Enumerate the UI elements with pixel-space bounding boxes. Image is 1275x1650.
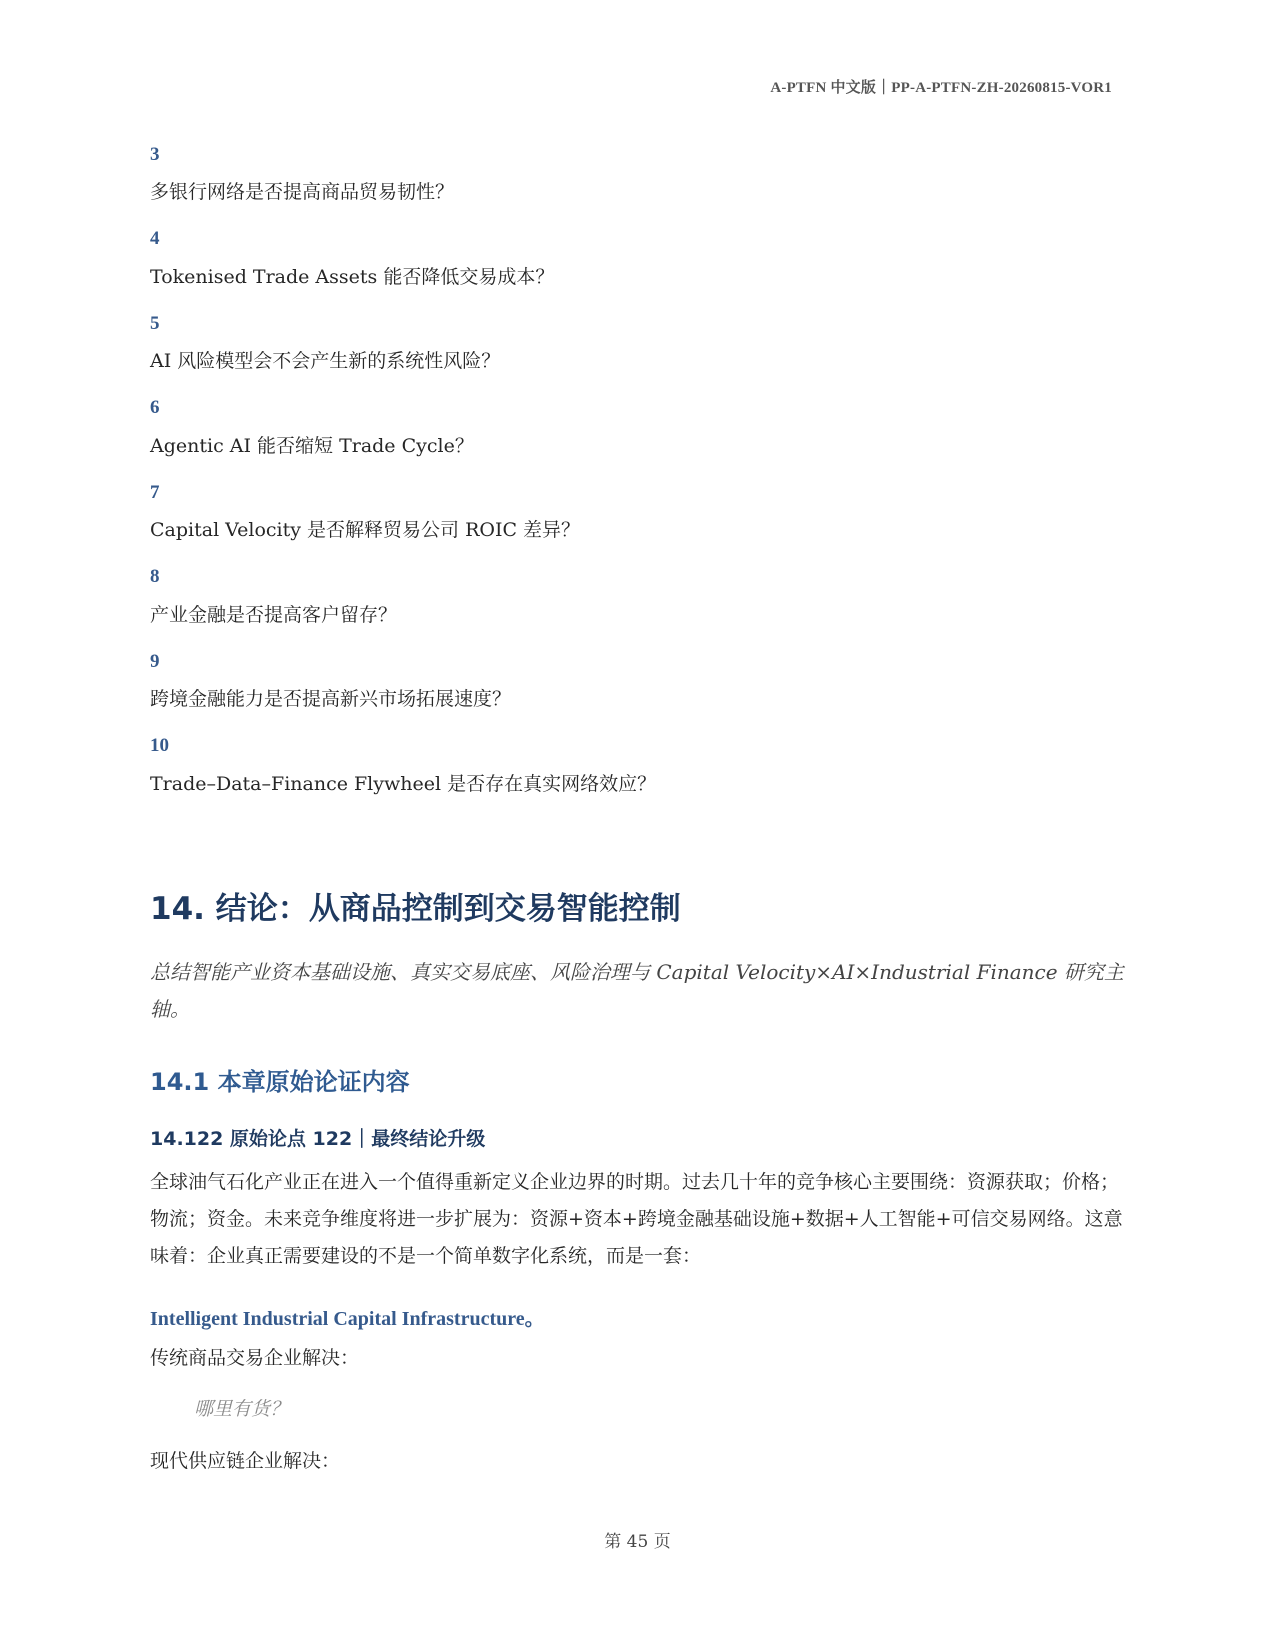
- body-line-modern: 现代供应链企业解决：: [150, 1450, 341, 1472]
- question-number: 4: [150, 228, 160, 249]
- question-text: 产业金融是否提高客户留存？: [150, 604, 398, 626]
- question-text: Agentic AI 能否缩短 Trade Cycle？: [150, 435, 474, 457]
- document-id-header: A-PTFN 中文版｜PP-A-PTFN-ZH-20260815-VOR1: [770, 80, 1112, 96]
- question-number: 9: [150, 651, 160, 672]
- subsection-title: 14.1 本章原始论证内容: [150, 1068, 410, 1096]
- question-number: 3: [150, 144, 160, 165]
- body-line-traditional: 传统商品交易企业解决：: [150, 1347, 360, 1369]
- question-text: 跨境金融能力是否提高新兴市场拓展速度？: [150, 688, 512, 710]
- section-subtitle: 总结智能产业资本基础设施、真实交易底座、风险治理与 Capital Velocity×AI×Industrial Finance 研究主轴。: [150, 960, 1124, 1021]
- question-number: 10: [150, 735, 169, 756]
- point-title: 14.122 原始论点 122｜最终结论升级: [150, 1128, 486, 1150]
- question-number: 8: [150, 566, 160, 587]
- question-number: 5: [150, 313, 160, 334]
- question-text: Trade–Data–Finance Flywheel 是否存在真实网络效应？: [150, 773, 657, 795]
- quote-traditional: 哪里有货？: [194, 1398, 290, 1420]
- question-number: 6: [150, 397, 160, 418]
- question-text: Tokenised Trade Assets 能否降低交易成本？: [150, 266, 555, 288]
- section-title: 14. 结论：从商品控制到交易智能控制: [150, 891, 681, 927]
- question-text: 多银行网络是否提高商品贸易韧性？: [150, 181, 455, 203]
- page-number: 第 45 页: [604, 1532, 671, 1552]
- callout-term: Intelligent Industrial Capital Infrastructure。: [150, 1308, 545, 1330]
- question-text: AI 风险模型会不会产生新的系统性风险？: [150, 350, 501, 372]
- question-number: 7: [150, 482, 160, 503]
- question-text: Capital Velocity 是否解释贸易公司 ROIC 差异？: [150, 519, 581, 541]
- body-paragraph: 全球油气石化产业正在进入一个值得重新定义企业边界的时期。过去几十年的竞争核心主要围绕：资源获取；价格；物流；资金。未来竞争维度将进一步扩展为：资源+资本+跨境金融基础设施+数据+人工智能+可信交易网络。这意味着：企业真正需要建设的不是一个简单数字化系统，而是一套：: [150, 1171, 1123, 1267]
